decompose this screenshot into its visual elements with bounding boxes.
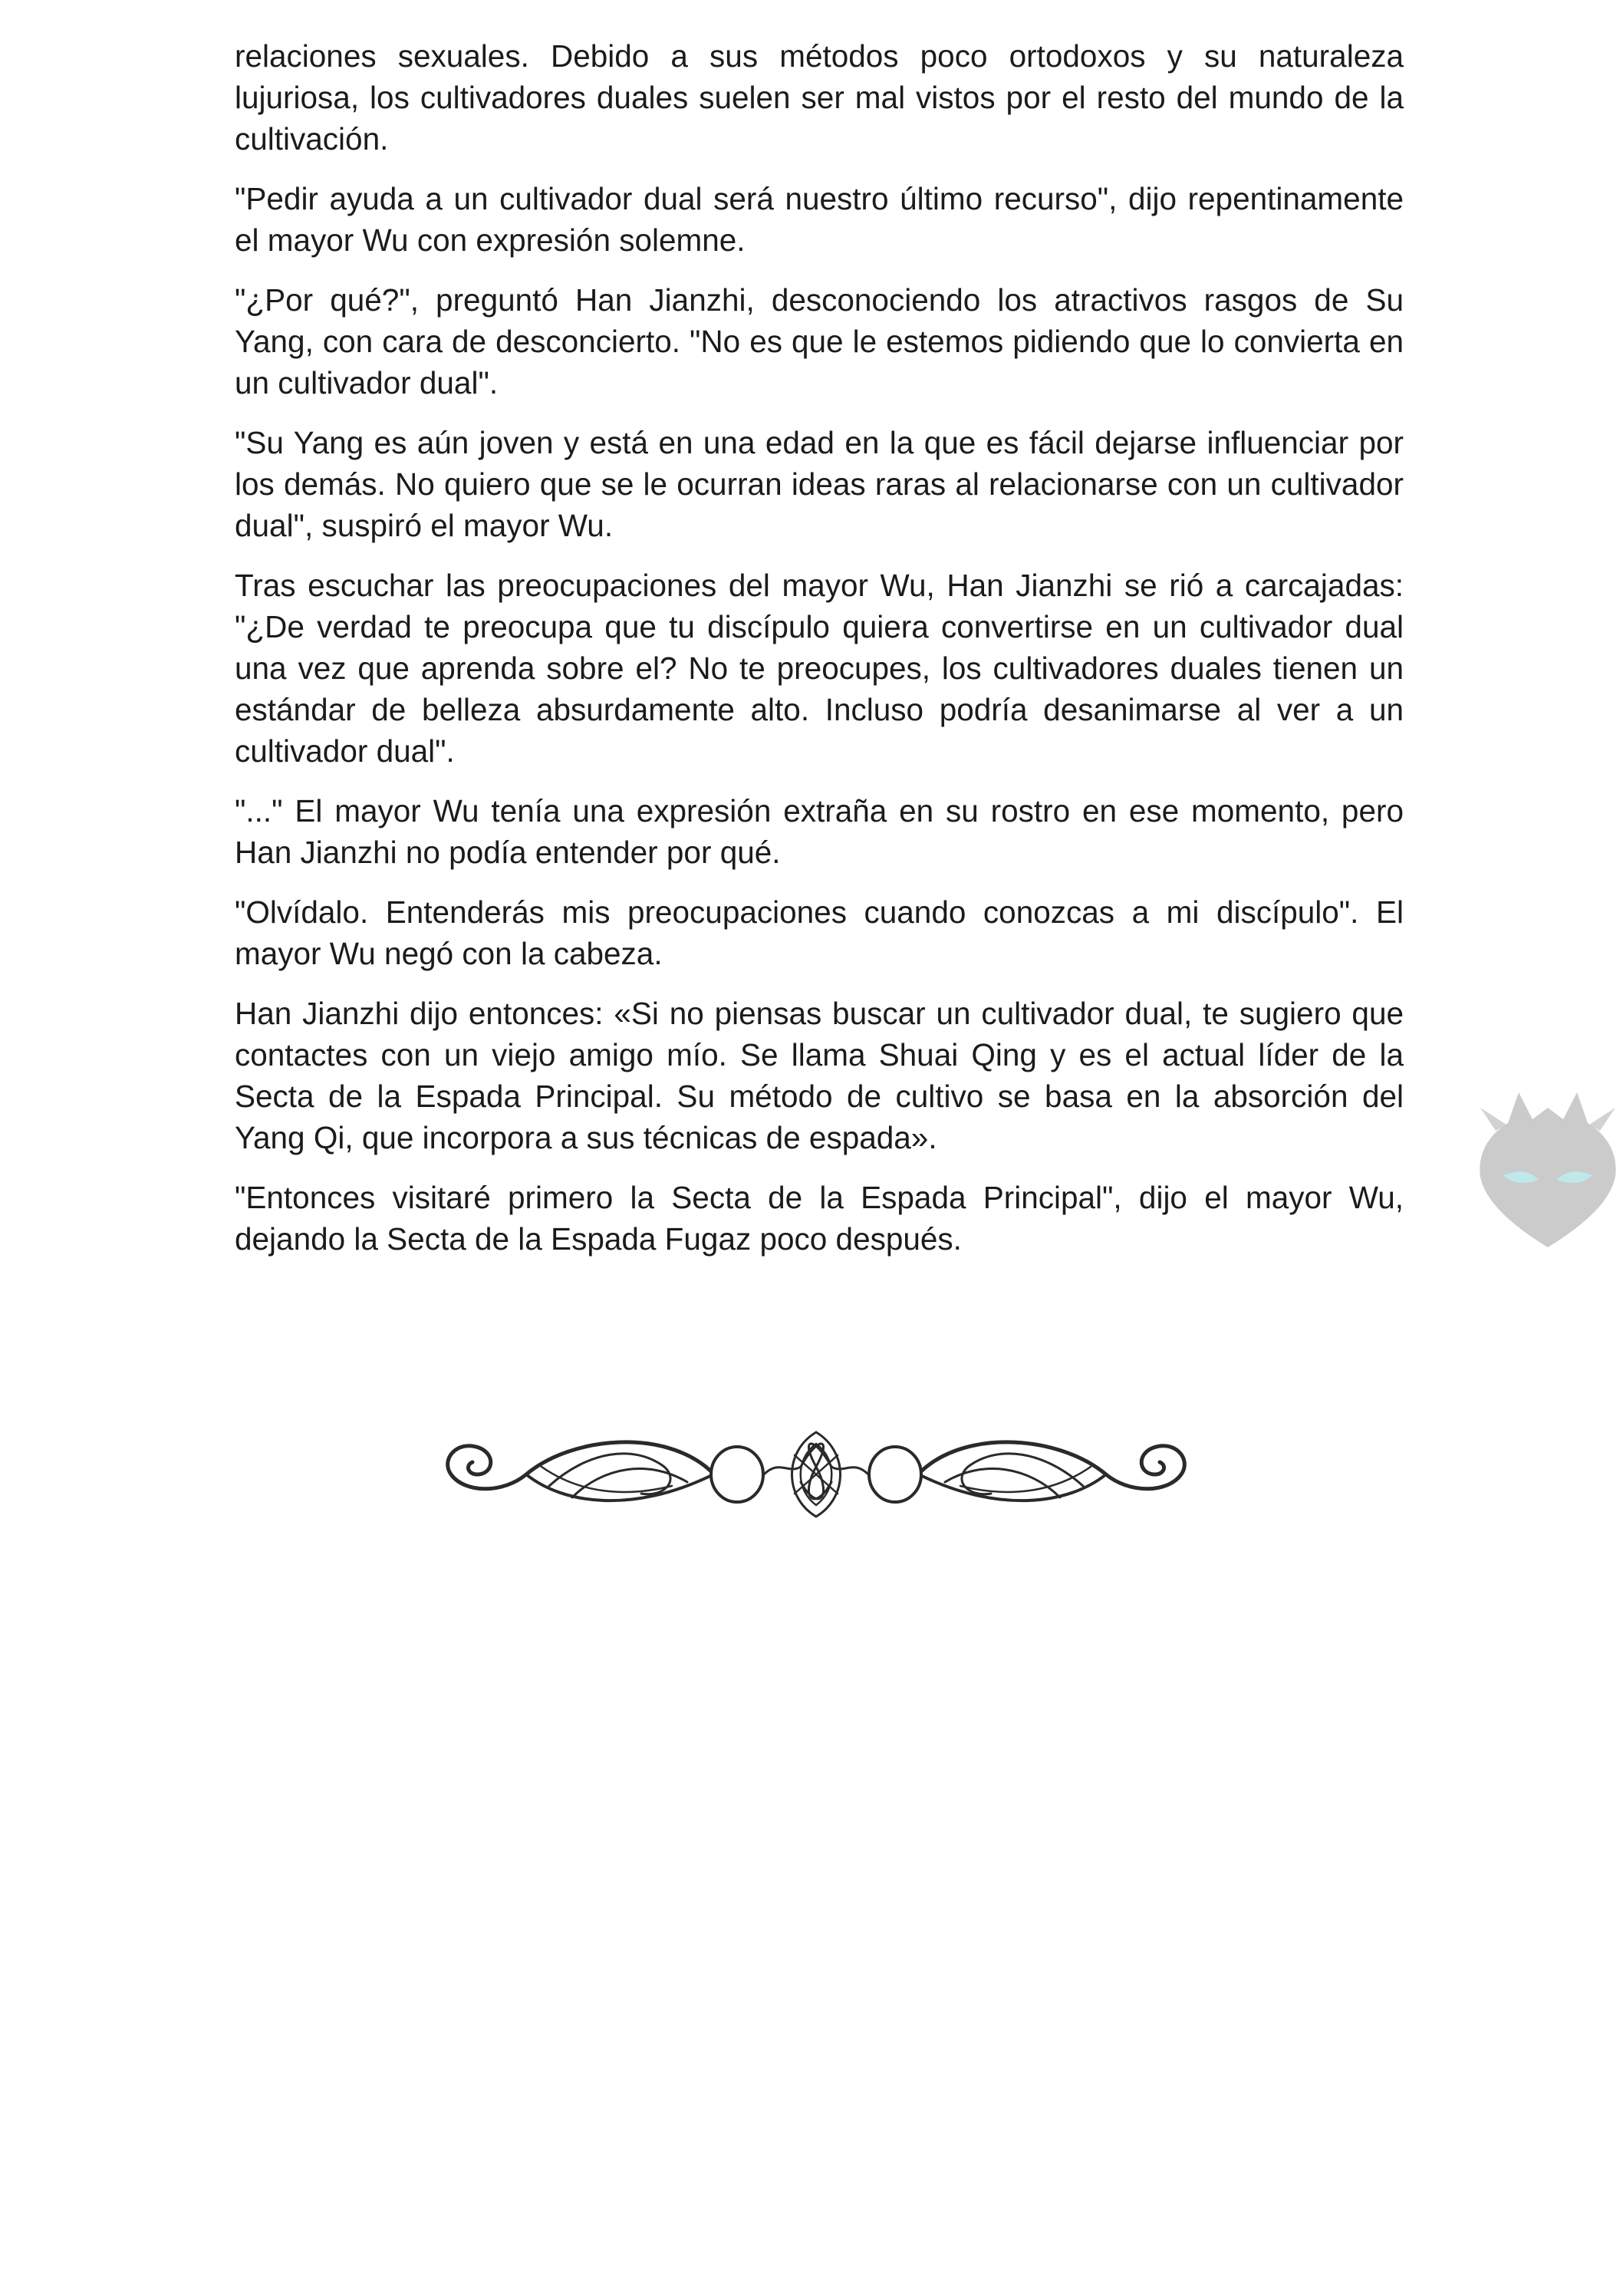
paragraph-1: relaciones sexuales. Debido a sus métodos poco ortodoxos y su naturaleza lujuriosa, los cultivadores duales suelen ser mal vistos por el resto del mundo de la cultivación. [235, 38, 1404, 156]
document-body [235, 35, 1404, 1278]
flourish-divider-icon [434, 1421, 1198, 1528]
paragraph-5: Tras escuchar las preocupaciones del mayor Wu, Han Jianzhi se rió a carcajadas: "¿De verdad te preocupa que tu discípulo quiera convertirse en un cultivador dual una vez que aprenda sobre el? No te preocupes, los cultivadores duales tienen un estándar de belleza absurdamente alto. Incluso podría desanimarse al ver a un cultivador dual". [235, 568, 1404, 769]
paragraph-4: "Su Yang es aún joven y está en una edad en la que es fácil dejarse influenciar por los demás. No quiero que se le ocurran ideas raras al relacionarse con un cultivador dual", suspiró el mayor Wu. [235, 425, 1404, 543]
paragraph-8: Han Jianzhi dijo entonces: «Si no piensas buscar un cultivador dual, te sugiero que contactes con un viejo amigo mío. Se llama Shuai Qing y es el actual líder de la Secta de la Espada Principal. Su método de cultivo se basa en la absorción del Yang Qi, que incorpora a sus técnicas de espada». [235, 996, 1404, 1155]
paragraph-2: "Pedir ayuda a un cultivador dual será nuestro último recurso", dijo repentinamente el mayor Wu con expresión solemne. [235, 181, 1404, 258]
paragraph-6: "..." El mayor Wu tenía una expresión extraña en su rostro en ese momento, pero Han Jianzhi no podía entender por qué. [235, 793, 1404, 870]
paragraph-9: "Entonces visitaré primero la Secta de la Espada Principal", dijo el mayor Wu, dejando la Secta de la Espada Fugaz poco después. [235, 1180, 1404, 1257]
paragraph-3: "¿Por qué?", preguntó Han Jianzhi, desconociendo los atractivos rasgos de Su Yang, con cara de desconcierto. "No es que le estemos pidiendo que lo convierta en un cultivador dual". [235, 282, 1404, 400]
paragraph-7: "Olvídalo. Entenderás mis preocupaciones cuando conozcas a mi discípulo". El mayor Wu negó con la cabeza. [235, 894, 1404, 971]
demon-head-watermark-icon [1473, 1077, 1623, 1249]
